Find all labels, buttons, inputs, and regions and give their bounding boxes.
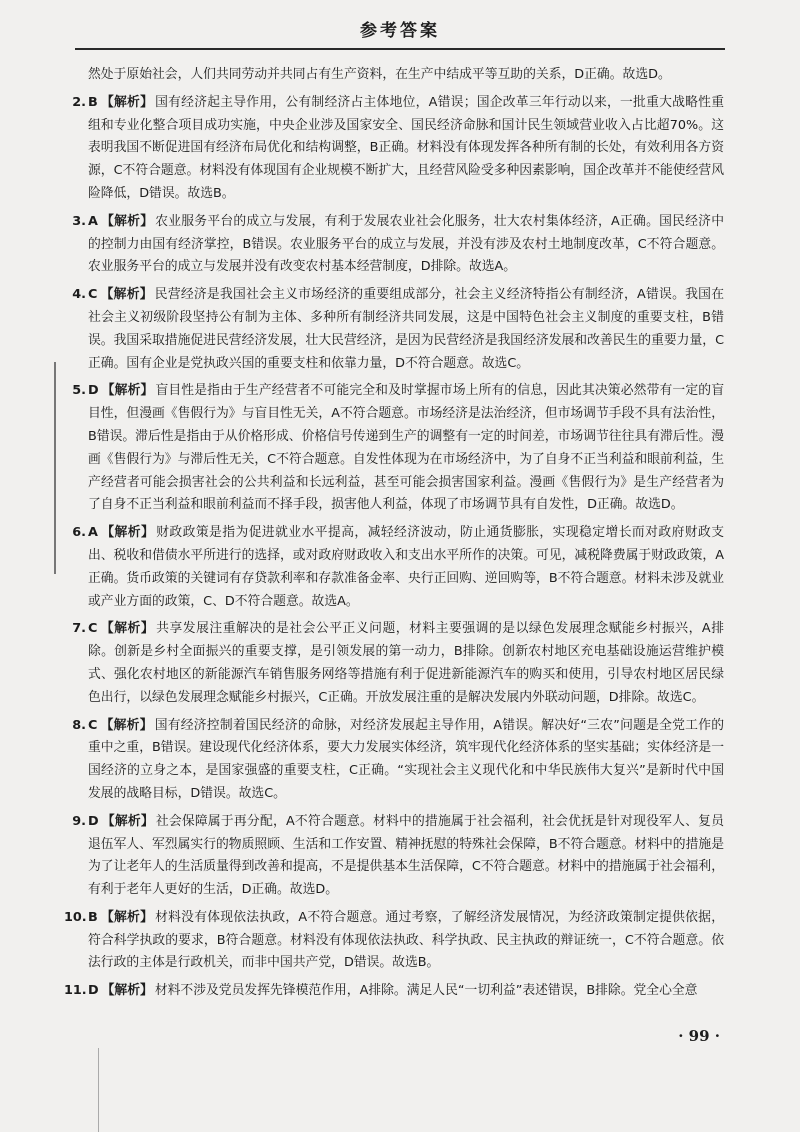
analysis-tag: 【解析】: [100, 621, 155, 637]
answer-item: [64, 284, 724, 375]
item-number: 9.: [72, 813, 86, 829]
answer-item: [64, 211, 724, 279]
analysis-text: 共享发展注重解决的是社会公平正义问题，材料主要强调的是以绿色发展理念赋能乡村振兴，A排除。创新是乡村全面振兴的重要支撑，是引领发展的第一动力，B排除。创新农村地区充电基础设施运营维护模式、强化农村地区的新能源汽车销售服务网络等措施有利于促进新能源汽车的购买和使用，引导农村地区居民绿色出行，以绿色发展理念赋能乡村振兴，C正确。开放发展注重的是解决发展内外联动问题，D排除。故选C。: [88, 621, 724, 705]
answer-letter: C: [88, 287, 98, 303]
answer-letter: B: [88, 909, 98, 925]
answer-item: [64, 92, 724, 206]
analysis-tag: 【解析】: [100, 909, 154, 925]
answer-item: [64, 907, 724, 975]
analysis-tag: 【解析】: [101, 983, 153, 999]
analysis-tag: 【解析】: [101, 383, 154, 399]
analysis-text: 材料没有体现依法执政，A不符合题意。通过考察，了解经济发展情况，为经济政策制定提供依据，符合科学执政的要求，B符合题意。材料没有体现依法执政、科学执政、民主执政的辩证统一，C不符合题意。依法行政的主体是行政机关，而非中国共产党，D错误。故选B。: [88, 909, 724, 971]
item-number: 4.: [72, 287, 86, 303]
margin-rule-bottom: [98, 1048, 99, 1132]
answer-item: [64, 811, 724, 902]
item-number: 2.: [72, 94, 86, 110]
analysis-tag: 【解析】: [101, 813, 154, 829]
analysis-text: 盲目性是指由于生产经营者不可能完全和及时掌握市场上所有的信息，因此其决策必然带有一定的盲目性，但漫画《售假行为》与盲目性无关，A不符合题意。市场经济是法治经济，但市场调节手段不具有法治性，B错误。滞后性是指由于从价格形成、价格信号传递到生产的调整有一定的时间差，市场调节往往具有滞后性。漫画《售假行为》与滞后性无关，C不符合题意。自发性体现为在市场经济中，为了自身不正当利益和眼前利益，生产经营者可能会损害社会的公共利益和长远利益，甚至可能会损害国家利益。漫画《售假行为》是生产经营者为了自身不正当利益和眼前利益而不择手段，损害他人利益，体现了市场调节具有自发性，D正确。故选D。: [88, 383, 725, 513]
answer-letter: D: [88, 813, 99, 829]
answer-item: [64, 380, 724, 517]
answer-letter: C: [88, 621, 98, 637]
answer-item: [64, 715, 724, 806]
item-number: 8.: [72, 717, 86, 733]
answer-letter: D: [88, 983, 99, 999]
analysis-tag: 【解析】: [100, 717, 153, 733]
answer-letter: C: [88, 717, 98, 733]
answer-letter: D: [88, 383, 99, 399]
analysis-text: 材料不涉及党员发挥先锋模范作用，A排除。满足人民“一切利益”表述错误，B排除。党全心全意: [154, 983, 698, 999]
answer-item: [64, 618, 724, 709]
item-number: 3.: [72, 213, 86, 229]
page-header: [75, 14, 725, 50]
answer-item: [64, 980, 724, 1003]
continuation-paragraph: 然处于原始社会，人们共同劳动并共同占有生产资料，在生产中结成平等互助的关系，D正确。故选D。: [88, 67, 671, 82]
analysis-tag: 【解析】: [100, 94, 154, 110]
answer-letter: B: [88, 94, 98, 110]
item-number: 10.: [64, 909, 87, 925]
analysis-text: 国有经济控制着国民经济的命脉，对经济发展起主导作用，A错误。解决好“三农”问题是全党工作的重中之重，B错误。建设现代化经济体系，要大力发展实体经济，筑牢现代化经济体系的坚实基础；实体经济是一国经济的立身之本，是国家强盛的重要支柱，C正确。“实现社会主义现代化和中华民族伟大复兴”是新时代中国发展的战略目标，D错误。故选C。: [88, 717, 725, 801]
answer-item: [64, 522, 724, 613]
item-number: 5.: [72, 383, 86, 399]
margin-rule: [54, 362, 56, 574]
answer-content: [64, 64, 724, 1008]
page-number: · 99 ·: [678, 1027, 720, 1045]
answer-letter: A: [88, 525, 98, 541]
analysis-text: 农业服务平台的成立与发展，有利于发展农业社会化服务，壮大农村集体经济，A正确。国民经济中的控制力由国有经济掌控，B错误。农业服务平台的成立与发展，并没有涉及农村土地制度改革，C不符合题意。农业服务平台的成立与发展并没有改变农村基本经营制度，D排除。故选A。: [88, 213, 724, 275]
item-number: 6.: [72, 525, 86, 541]
header-title: 参考答案: [360, 21, 440, 41]
analysis-tag: 【解析】: [100, 287, 153, 303]
analysis-tag: 【解析】: [100, 525, 155, 541]
analysis-text: 民营经济是我国社会主义市场经济的重要组成部分，社会主义经济特指公有制经济，A错误。我国在社会主义初级阶段坚持公有制为主体、多种所有制经济共同发展，这是中国特色社会主义制度的重要支柱，B错误。我国采取措施促进民营经济发展，壮大民营经济，是因为民营经济是我国经济发展和改善民生的重要力量，C正确。国有企业是党执政兴国的重要支柱和依靠力量，D不符合题意。故选C。: [88, 287, 724, 371]
analysis-text: 社会保障属于再分配，A不符合题意。材料中的措施属于社会福利，社会优抚是针对现役军人、复员退伍军人、军烈属实行的物质照顾、生活和工作安置、精神抚慰的特殊社会保障，B不符合题意。材料中的措施是为了让老年人的生活质量得到改善和提高，不是提供基本生活保障，C不符合题意。材料中的措施属于社会福利，有利于老年人更好的生活，D正确。故选D。: [88, 813, 724, 898]
answer-letter: A: [88, 213, 98, 229]
analysis-tag: 【解析】: [100, 213, 154, 229]
analysis-text: 国有经济起主导作用，公有制经济占主体地位，A错误；国企改革三年行动以来，一批重大战略性重组和专业化整合项目成功实施，中央企业涉及国家安全、国民经济命脉和国计民生领域营业收入占比超70%。这表明我国不断促进国有经济布局优化和结构调整，B正确。材料没有体现发挥各种所有制的长处，有效利用各方资源，C不符合题意。材料没有体现国有企业规模不断扩大，且经营风险受多种因素影响，国企改革并不能使经营风险降低，D错误。故选B。: [88, 94, 724, 201]
item-number: 7.: [72, 621, 86, 637]
analysis-text: 财政政策是指为促进就业水平提高，减轻经济波动，防止通货膨胀，实现稳定增长而对政府财政支出、税收和借债水平所进行的选择，或对政府财政收入和支出水平所作的决策。可见，减税降费属于财政政策，A正确。货币政策的关键词有存贷款利率和存款准备金率、央行正回购、逆回购等，B不符合题意。材料未涉及就业或产业方面的政策，C、D不符合题意。故选A。: [88, 525, 725, 609]
item-number: 11.: [64, 983, 87, 999]
